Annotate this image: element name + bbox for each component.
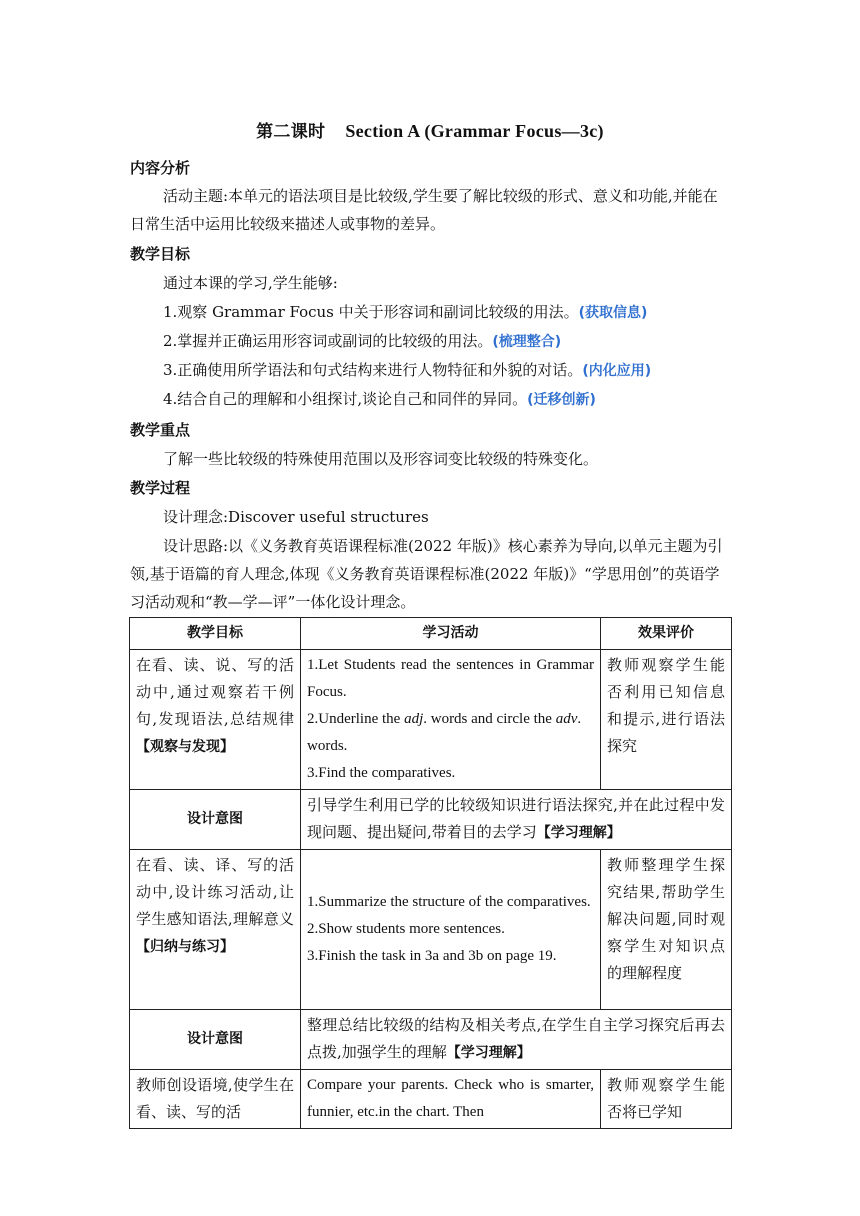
header-activity: 学习活动 <box>301 618 601 650</box>
row2-activity: 1.Summarize the structure of the comparatives. 2.Show students more sentences. 3.Finish the task in 3a and 3b on page 19. <box>301 850 601 1010</box>
title-cn: 第二课时 <box>256 122 326 142</box>
header-evaluation: 效果评价 <box>601 618 732 650</box>
row2-evaluation: 教师整理学生探究结果,帮助学生解决问题,同时观察学生对知识点的理解程度 <box>601 850 732 1010</box>
lesson-title <box>0 117 860 142</box>
intent-row <box>130 790 732 850</box>
title-en: Section A (Grammar Focus—3c) <box>345 121 604 141</box>
row3-goal: 教师创设语境,使学生在看、读、写的活 <box>130 1070 301 1129</box>
row3-activity: Compare your parents. Check who is smarter, funnier, etc.in the chart. Then <box>301 1070 601 1129</box>
lesson-plan-table <box>129 617 732 1129</box>
goals-intro: 通过本课的学习,学生能够: <box>163 274 338 292</box>
goal-tag-2: (梳理整合) <box>492 334 562 350</box>
intent2-label: 设计意图 <box>130 1010 301 1070</box>
goals-heading: 教学目标 <box>130 245 191 263</box>
design-idea: 设计思路:以《义务教育英语课程标准(2022 年版)》核心素养为导向,以单元主题为引领,基于语篇的育人理念,体现《义务教育英语课程标准(2022 年版)》“学思用创”的英语学习活动观和“教—学—评”一体化设计理念。 <box>130 537 723 611</box>
process-heading: 教学过程 <box>130 479 191 497</box>
content-analysis-text: 活动主题:本单元的语法项目是比较级,学生要了解比较级的形式、意义和功能,并能在日常生活中运用比较级来描述人或事物的差异。 <box>130 187 718 233</box>
row1-evaluation: 教师观察学生能否利用已知信息和提示,进行语法探究 <box>601 650 732 790</box>
goal-tag-1: (获取信息) <box>578 305 648 321</box>
intent2-text: 整理总结比较级的结构及相关考点,在学生自主学习探究后再去点拨,加强学生的理解【学习理解】 <box>301 1010 732 1070</box>
goal-tag-4: (迁移创新) <box>527 392 596 408</box>
goal-item-3: 3.正确使用所学语法和句式结构来进行人物特征和外貌的对话。(内化应用) <box>163 361 652 379</box>
goal-item-4: 4.结合自己的理解和小组探讨,谈论自己和同伴的异同。(迁移创新) <box>163 390 596 408</box>
key-points-text: 了解一些比较级的特殊使用范围以及形容词变比较级的特殊变化。 <box>163 450 599 468</box>
key-points-heading: 教学重点 <box>130 421 191 439</box>
table-row <box>130 1070 732 1129</box>
table-row <box>130 850 732 1010</box>
table-header-row <box>130 618 732 650</box>
content-analysis-heading: 内容分析 <box>130 159 191 177</box>
table-row <box>130 650 732 790</box>
header-goal: 教学目标 <box>130 618 301 650</box>
row3-evaluation: 教师观察学生能否将已学知 <box>601 1070 732 1129</box>
row1-goal: 在看、读、说、写的活动中,通过观察若干例句,发现语法,总结规律【观察与发现】 <box>130 650 301 790</box>
design-concept: 设计理念:Discover useful structures <box>163 508 429 526</box>
intent1-label: 设计意图 <box>130 790 301 850</box>
goal-item-1: 1.观察 Grammar Focus 中关于形容词和副词比较级的用法。(获取信息) <box>163 303 648 321</box>
row2-goal: 在看、读、译、写的活动中,设计练习活动,让学生感知语法,理解意义【归纳与练习】 <box>130 850 301 1010</box>
row1-activity: 1.Let Students read the sentences in Grammar Focus. 2.Underline the adj. words and circle the adv. words. 3.Find the comparatives. <box>301 650 601 790</box>
goal-tag-3: (内化应用) <box>582 363 652 379</box>
intent1-text: 引导学生利用已学的比较级知识进行语法探究,并在此过程中发现问题、提出疑问,带着目的去学习【学习理解】 <box>301 790 732 850</box>
intent-row <box>130 1010 732 1070</box>
goal-item-2: 2.掌握并正确运用形容词或副词的比较级的用法。(梳理整合) <box>163 332 562 350</box>
